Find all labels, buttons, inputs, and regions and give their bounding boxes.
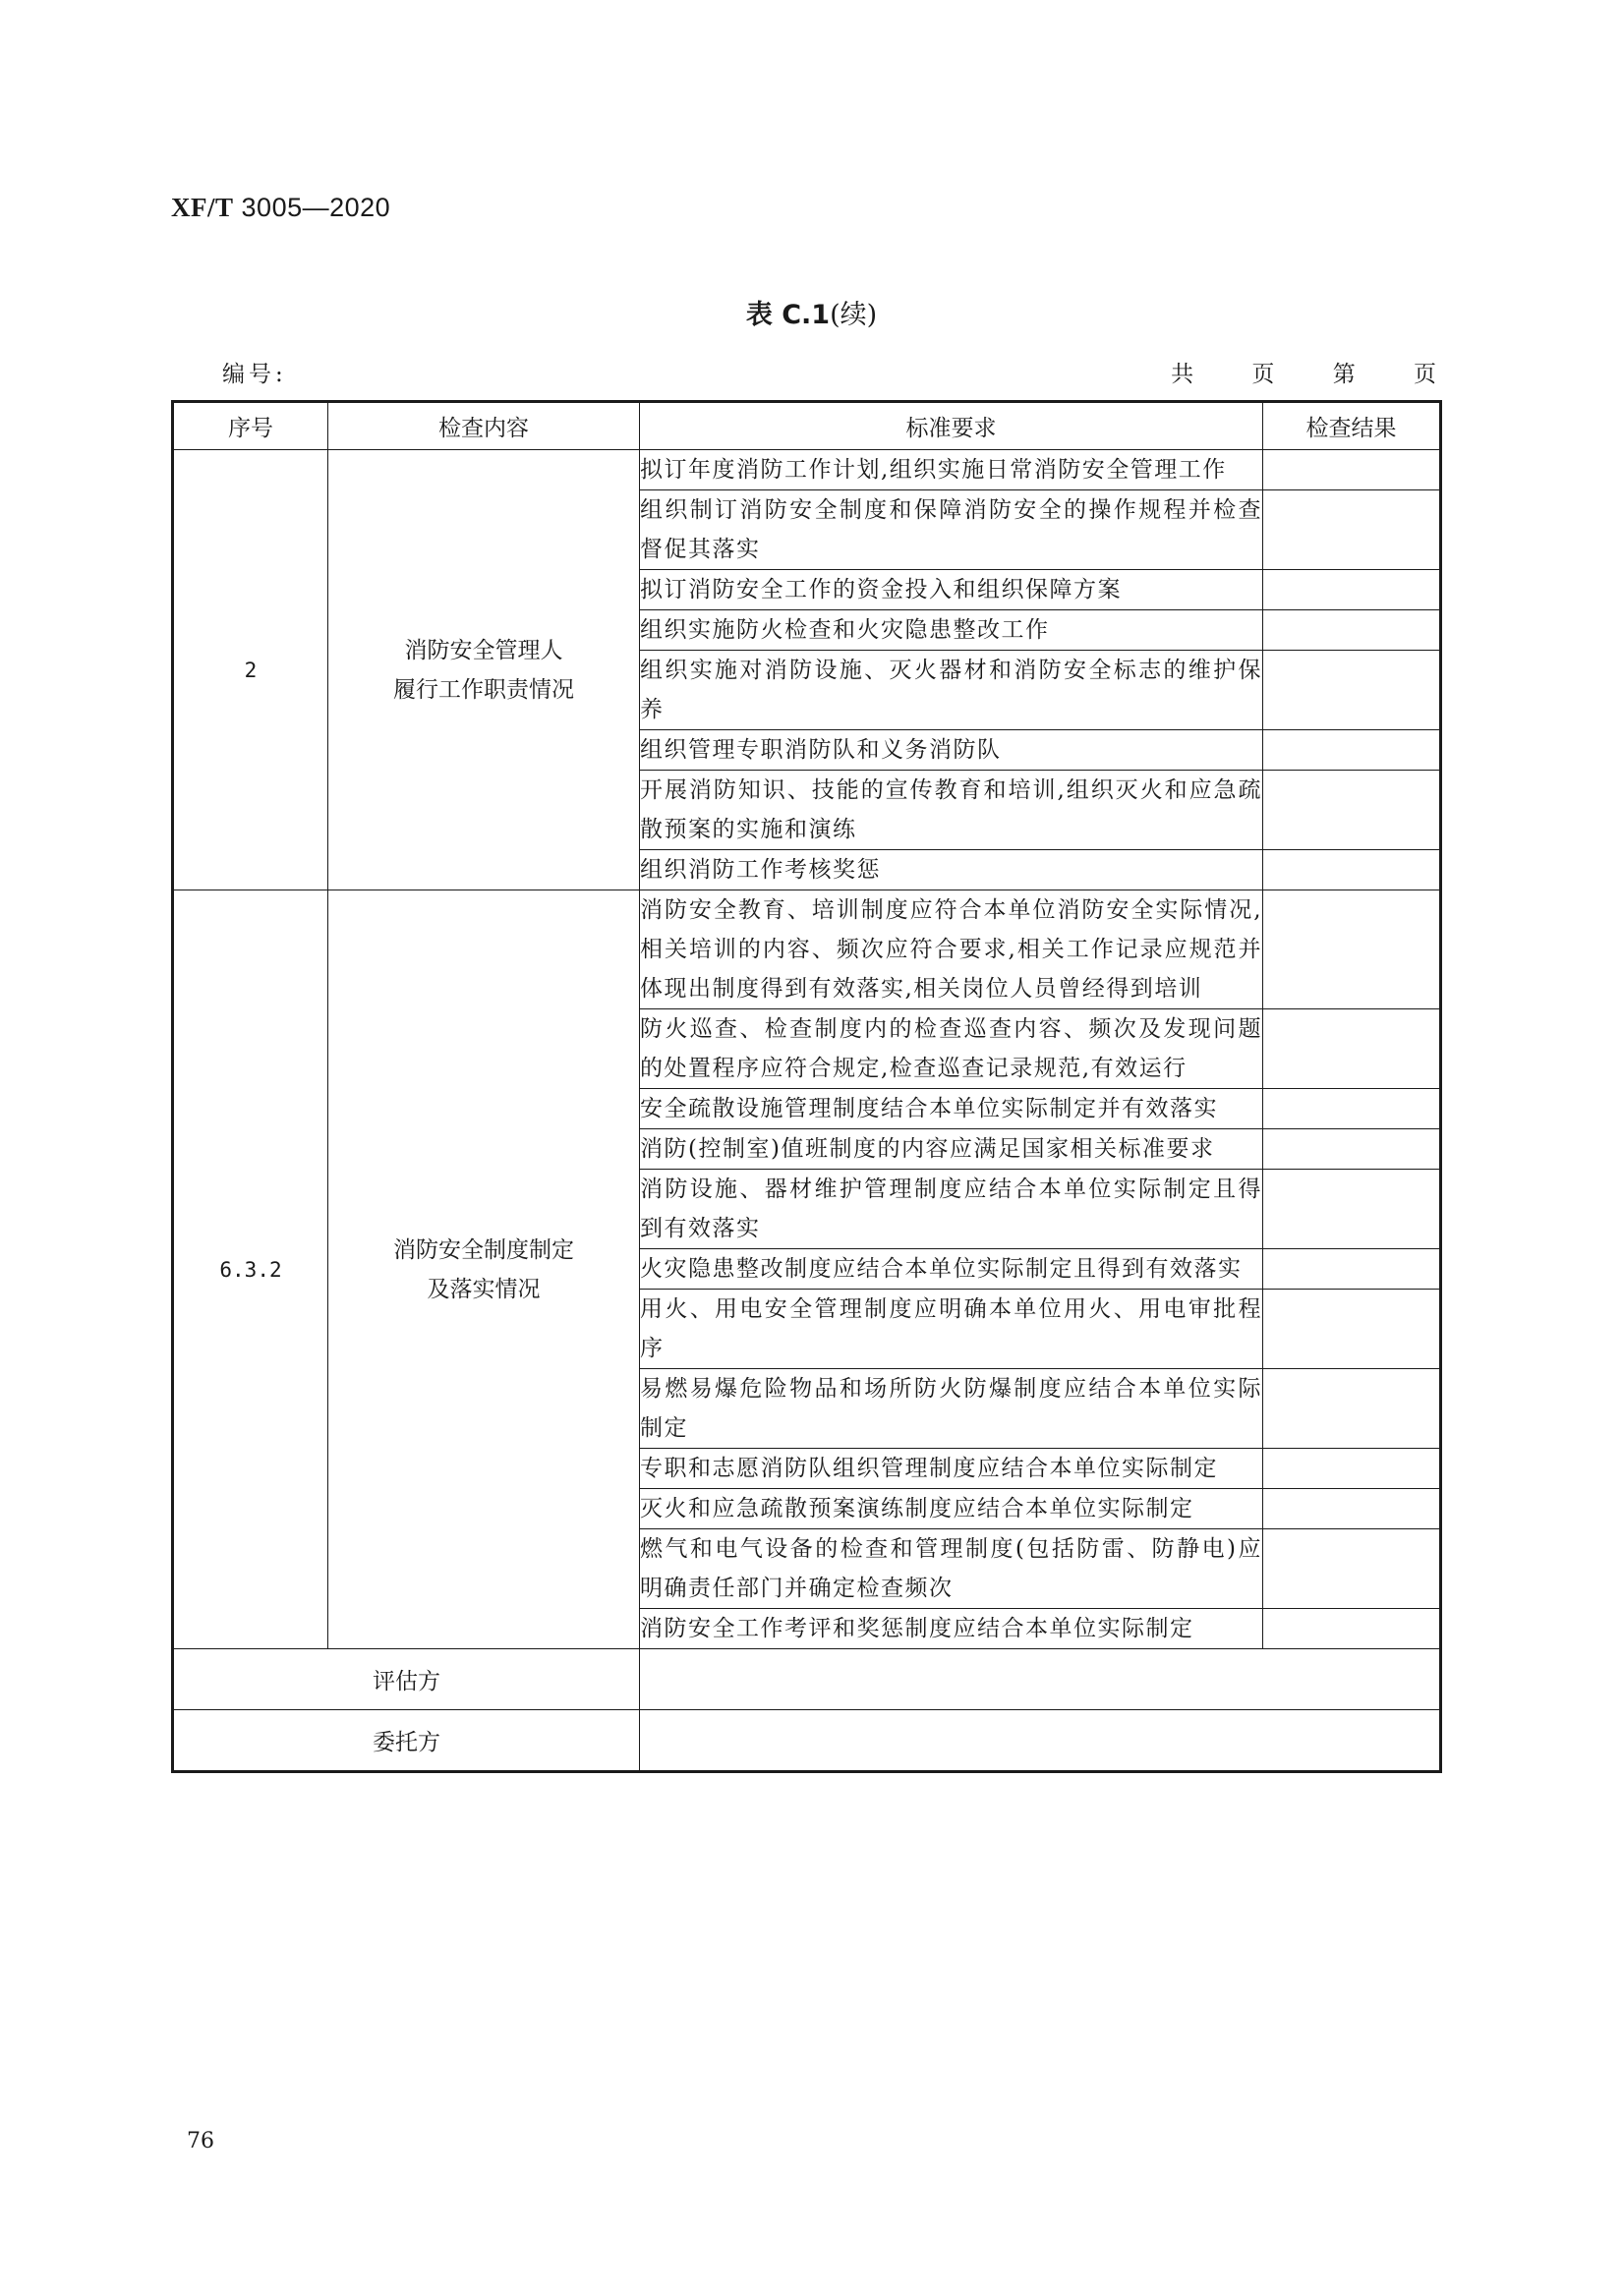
result-cell[interactable] xyxy=(1263,1129,1441,1170)
requirement-text: 燃气和电气设备的检查和管理制度(包括防雷、防静电)应明确责任部门并确定检查频次 xyxy=(640,1529,1263,1609)
result-cell[interactable] xyxy=(1263,1170,1441,1249)
requirement-text: 组织实施对消防设施、灭火器材和消防安全标志的维护保养 xyxy=(640,651,1263,730)
column-header-no: 序号 xyxy=(173,402,328,450)
page-count-meta xyxy=(1120,356,1436,388)
requirement-text: 组织管理专职消防队和义务消防队 xyxy=(640,730,1263,771)
page-number: 76 xyxy=(187,2129,214,2153)
column-header-result: 检查结果 xyxy=(1263,402,1441,450)
result-cell[interactable] xyxy=(1263,1489,1441,1529)
result-cell[interactable] xyxy=(1263,1290,1441,1369)
nth-label: 第 xyxy=(1332,362,1356,387)
requirement-text: 消防安全工作考评和奖惩制度应结合本单位实际制定 xyxy=(640,1609,1263,1649)
page-label-1: 页 xyxy=(1251,362,1275,387)
row-number: 2 xyxy=(173,450,328,890)
table-row xyxy=(173,450,1441,490)
sign-label-client: 委托方 xyxy=(173,1710,640,1772)
result-cell[interactable] xyxy=(1263,1529,1441,1609)
result-cell[interactable] xyxy=(1263,1089,1441,1129)
page-label-2: 页 xyxy=(1414,362,1436,387)
requirement-text: 灭火和应急疏散预案演练制度应结合本单位实际制定 xyxy=(640,1489,1263,1529)
inspection-item-line: 消防安全管理人 xyxy=(404,637,563,663)
result-cell[interactable] xyxy=(1263,1249,1441,1290)
requirement-text: 组织制订消防安全制度和保障消防安全的操作规程并检查督促其落实 xyxy=(640,490,1263,570)
inspection-item-line: 及落实情况 xyxy=(427,1276,541,1302)
result-cell[interactable] xyxy=(1263,570,1441,610)
column-header-requirement: 标准要求 xyxy=(640,402,1263,450)
sign-field-assessor[interactable] xyxy=(640,1649,1441,1710)
result-cell[interactable] xyxy=(1263,771,1441,850)
result-cell[interactable] xyxy=(1263,850,1441,890)
serial-number-label: 编号: xyxy=(222,362,287,387)
requirement-text: 消防(控制室)值班制度的内容应满足国家相关标准要求 xyxy=(640,1129,1263,1170)
sign-row-assessor xyxy=(173,1649,1441,1710)
result-cell[interactable] xyxy=(1263,730,1441,771)
standard-code xyxy=(171,193,390,223)
sign-row-client xyxy=(173,1710,1441,1772)
table-title-label: 表 C.1 xyxy=(745,300,831,330)
result-cell[interactable] xyxy=(1263,1009,1441,1089)
result-cell[interactable] xyxy=(1263,1449,1441,1489)
table-header-row xyxy=(173,402,1441,450)
inspection-item xyxy=(328,450,640,890)
requirement-text: 火灾隐患整改制度应结合本单位实际制定且得到有效落实 xyxy=(640,1249,1263,1290)
requirement-text: 防火巡查、检查制度内的检查巡查内容、频次及发现问题的处置程序应符合规定,检查巡查记录规范,有效运行 xyxy=(640,1009,1263,1089)
requirement-text: 安全疏散设施管理制度结合本单位实际制定并有效落实 xyxy=(640,1089,1263,1129)
total-label: 共 xyxy=(1171,362,1194,387)
row-number: 6.3.2 xyxy=(173,890,328,1649)
result-cell[interactable] xyxy=(1263,450,1441,490)
inspection-table xyxy=(171,400,1442,1773)
requirement-text: 用火、用电安全管理制度应明确本单位用火、用电审批程序 xyxy=(640,1290,1263,1369)
result-cell[interactable] xyxy=(1263,890,1441,1009)
inspection-item-line: 消防安全制度制定 xyxy=(393,1236,574,1263)
sign-field-client[interactable] xyxy=(640,1710,1441,1772)
result-cell[interactable] xyxy=(1263,1609,1441,1649)
result-cell[interactable] xyxy=(1263,651,1441,730)
requirement-text: 专职和志愿消防队组织管理制度应结合本单位实际制定 xyxy=(640,1449,1263,1489)
standard-number: 3005—2020 xyxy=(241,193,391,222)
table-title-suffix: (续) xyxy=(830,300,878,330)
result-cell[interactable] xyxy=(1263,610,1441,651)
requirement-text: 开展消防知识、技能的宣传教育和培训,组织灭火和应急疏散预案的实施和演练 xyxy=(640,771,1263,850)
result-cell[interactable] xyxy=(1263,1369,1441,1449)
requirement-text: 拟订消防安全工作的资金投入和组织保障方案 xyxy=(640,570,1263,610)
requirement-text: 组织消防工作考核奖惩 xyxy=(640,850,1263,890)
column-header-item: 检查内容 xyxy=(328,402,640,450)
requirement-text: 易燃易爆危险物品和场所防火防爆制度应结合本单位实际制定 xyxy=(640,1369,1263,1449)
standard-prefix: XF/T xyxy=(171,193,234,222)
requirement-text: 拟订年度消防工作计划,组织实施日常消防安全管理工作 xyxy=(640,450,1263,490)
result-cell[interactable] xyxy=(1263,490,1441,570)
table-row xyxy=(173,890,1441,1009)
table-title xyxy=(0,293,1623,331)
requirement-text: 组织实施防火检查和火灾隐患整改工作 xyxy=(640,610,1263,651)
requirement-text: 消防安全教育、培训制度应符合本单位消防安全实际情况,相关培训的内容、频次应符合要求,相关工作记录应规范并体现出制度得到有效落实,相关岗位人员曾经得到培训 xyxy=(640,890,1263,1009)
requirement-text: 消防设施、器材维护管理制度应结合本单位实际制定且得到有效落实 xyxy=(640,1170,1263,1249)
inspection-item-line: 履行工作职责情况 xyxy=(393,676,574,703)
inspection-item xyxy=(328,890,640,1649)
sign-label-assessor: 评估方 xyxy=(173,1649,640,1710)
